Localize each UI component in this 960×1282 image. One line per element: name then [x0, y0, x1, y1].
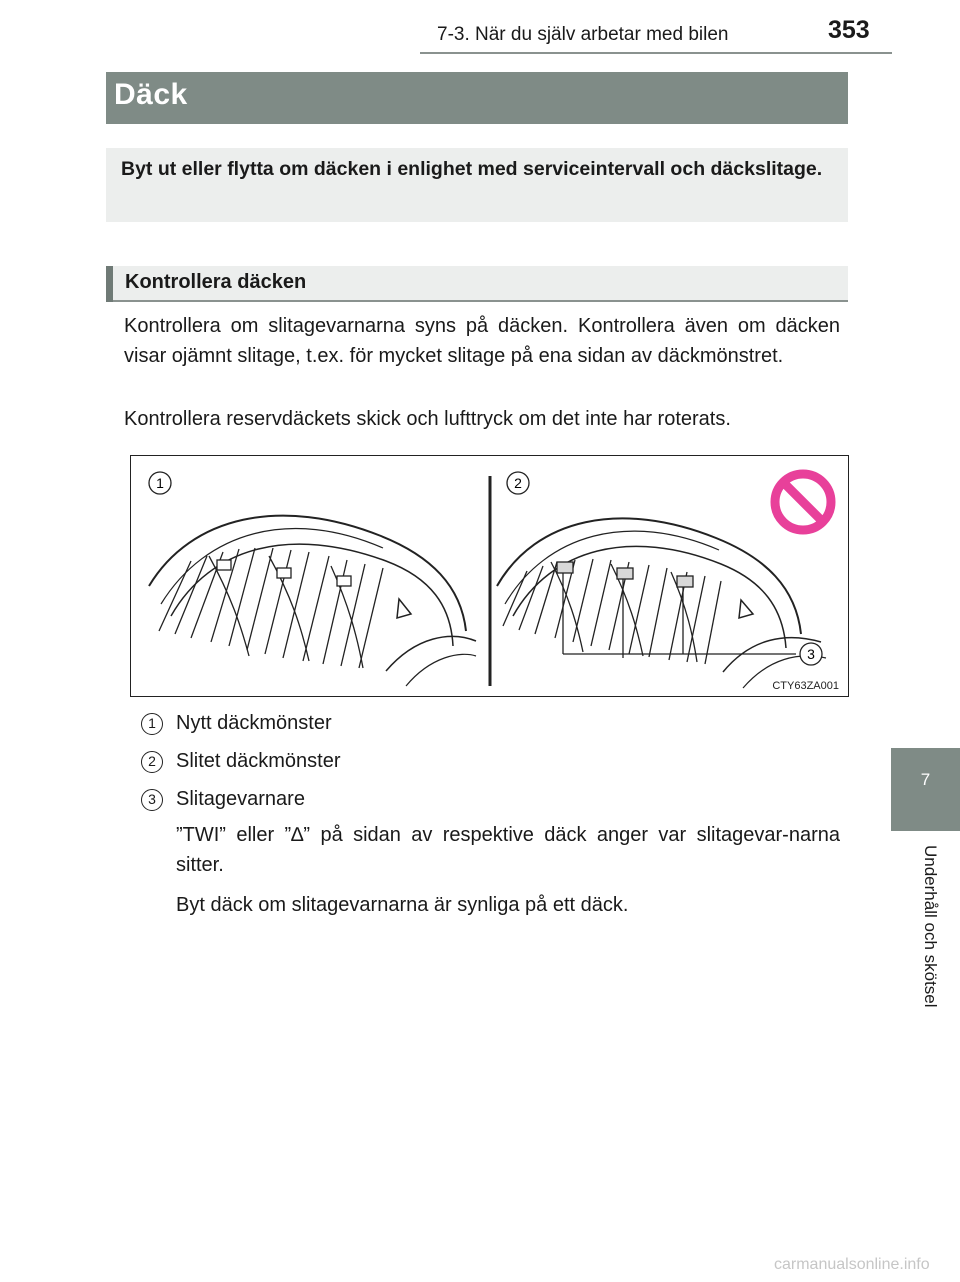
watermark: carmanualsonline.info [774, 1256, 930, 1273]
legend-label: Slitet däckmönster [176, 750, 341, 772]
svg-text:2: 2 [514, 475, 522, 491]
tire-tread-figure [130, 455, 849, 697]
page-title: Däck [114, 78, 188, 111]
legend-number: 1 [141, 713, 163, 735]
figure-code: CTY63ZA001 [772, 680, 839, 692]
legend-number: 2 [141, 751, 163, 773]
note-replace: Byt däck om slitagevarnarna är synliga på ett däck. [176, 894, 629, 916]
page-number: 353 [828, 16, 870, 44]
callout-2 [507, 472, 529, 494]
legend-label: Nytt däckmönster [176, 712, 332, 734]
new-tread-illustration [149, 516, 476, 686]
body-paragraph-1: Kontrollera om slitagevarnarna syns på däcken. Kontrollera även om däcken visar ojämnt slitage, t.ex. för mycket slitage på ena sidan av däckmönstret. [124, 315, 840, 367]
svg-text:1: 1 [156, 475, 164, 491]
body-paragraph-2: Kontrollera reservdäckets skick och lufttryck om det inte har roterats. [124, 408, 731, 430]
header-rule [420, 52, 892, 54]
chapter-label: Underhåll och skötsel [921, 845, 940, 1008]
callout-3 [800, 643, 822, 665]
section-reference: 7-3. När du själv arbetar med bilen [437, 24, 729, 45]
callout-1 [149, 472, 171, 494]
no-entry-icon [775, 474, 831, 530]
svg-text:3: 3 [807, 646, 815, 662]
title-bar [106, 72, 848, 124]
note-twi: ”TWI” eller ”∆” på sidan av respektive däck anger var slitagevar-narna sitter. [176, 824, 840, 876]
subsection-accent [106, 266, 113, 302]
legend-label: Slitagevarnare [176, 788, 305, 810]
legend-number: 3 [141, 789, 163, 811]
worn-tread-illustration [497, 518, 826, 688]
chapter-number: 7 [920, 770, 931, 789]
subsection-title: Kontrollera däcken [125, 271, 307, 293]
intro-text: Byt ut eller flytta om däcken i enlighet med serviceintervall och däckslitage. [121, 158, 823, 180]
